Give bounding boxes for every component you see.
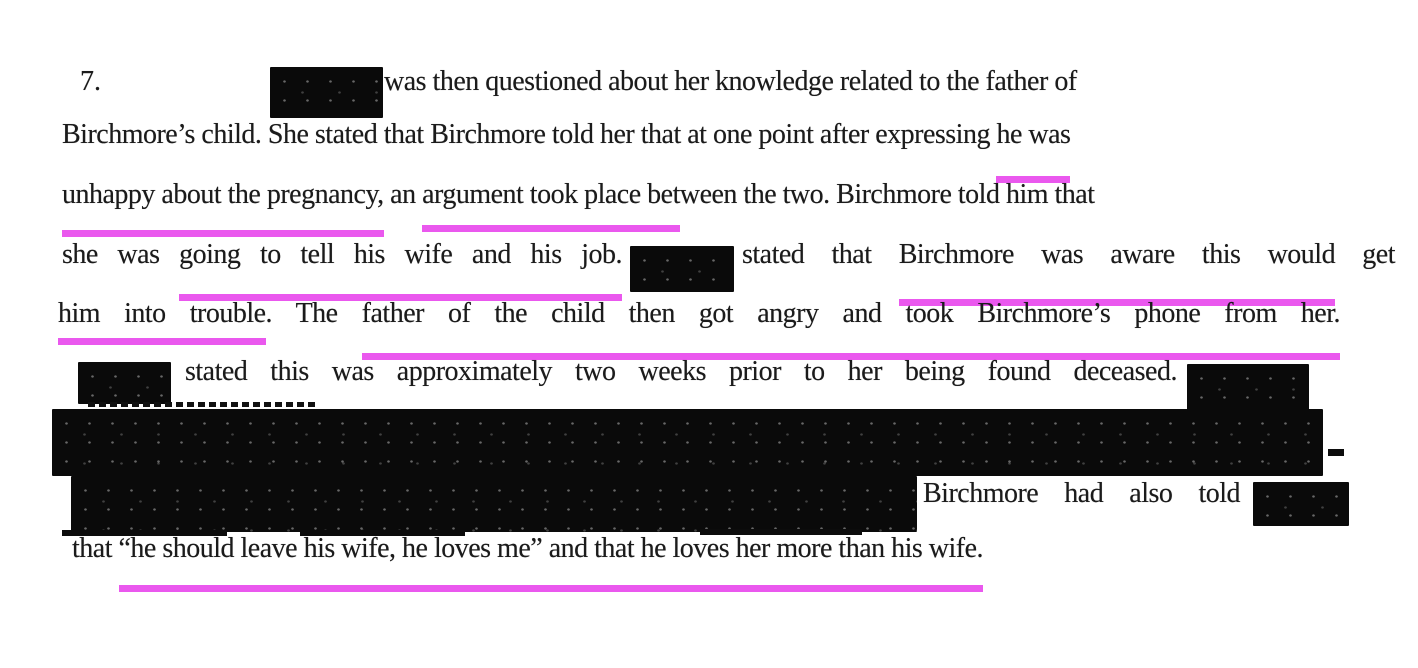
text-line-2 [62, 121, 1070, 149]
text-segment: was then questioned about her knowledge related to the father of [384, 66, 1077, 97]
text-segment: stated that [742, 239, 899, 270]
redaction-box [270, 67, 383, 118]
underlined-phrase: Birchmore was aware this would [899, 239, 1335, 306]
text-line-1 [384, 68, 1077, 96]
underlined-phrase: father of the child then got angry and took Birchmore’s phone from her. [362, 298, 1340, 360]
redaction-box [630, 246, 734, 292]
text-segment: stated this was approximately two weeks prior to her being found deceased. [185, 356, 1177, 387]
redaction-box [1187, 364, 1309, 413]
redaction-fringe [1328, 449, 1344, 456]
redaction-block-lower [71, 476, 917, 532]
underlined-phrase: going to tell his wife and his job. [179, 239, 622, 301]
underlined-phrase: argument took place bet [422, 179, 680, 232]
paragraph-number: 7. [80, 66, 101, 97]
underlined-phrase: him into trouble [58, 298, 266, 345]
text-segment: get [1335, 239, 1395, 270]
underlined-phrase: unhappy about the pregnancy, [62, 179, 384, 237]
text-segment: she was [62, 239, 180, 270]
text-line-5 [58, 300, 1340, 328]
redaction-box [78, 362, 171, 404]
text-segment: an [383, 179, 423, 210]
text-segment: . The [265, 298, 362, 329]
text-line-8 [72, 535, 983, 563]
redaction-block-upper [52, 409, 1323, 476]
text-line-3 [62, 181, 1094, 209]
text-line-4-left [62, 241, 622, 269]
underlined-phrase: he was [996, 119, 1070, 183]
text-segment: Birchmore’s child. She stated that Birchmore told her that at one point after expressing [62, 119, 997, 150]
redaction-fringe [88, 402, 318, 407]
text-segment: that [72, 533, 119, 564]
text-segment: Birchmore had also told [923, 478, 1240, 509]
text-line-7 [923, 480, 1240, 508]
text-line-6 [185, 358, 1177, 386]
text-line-4-right [742, 241, 1395, 269]
underlined-phrase: “he should leave his wife, he loves me” and that he loves her more than his wife. [119, 533, 984, 592]
text-segment: ween the two. Birchmore told him that [679, 179, 1095, 210]
redaction-box [1253, 482, 1349, 526]
